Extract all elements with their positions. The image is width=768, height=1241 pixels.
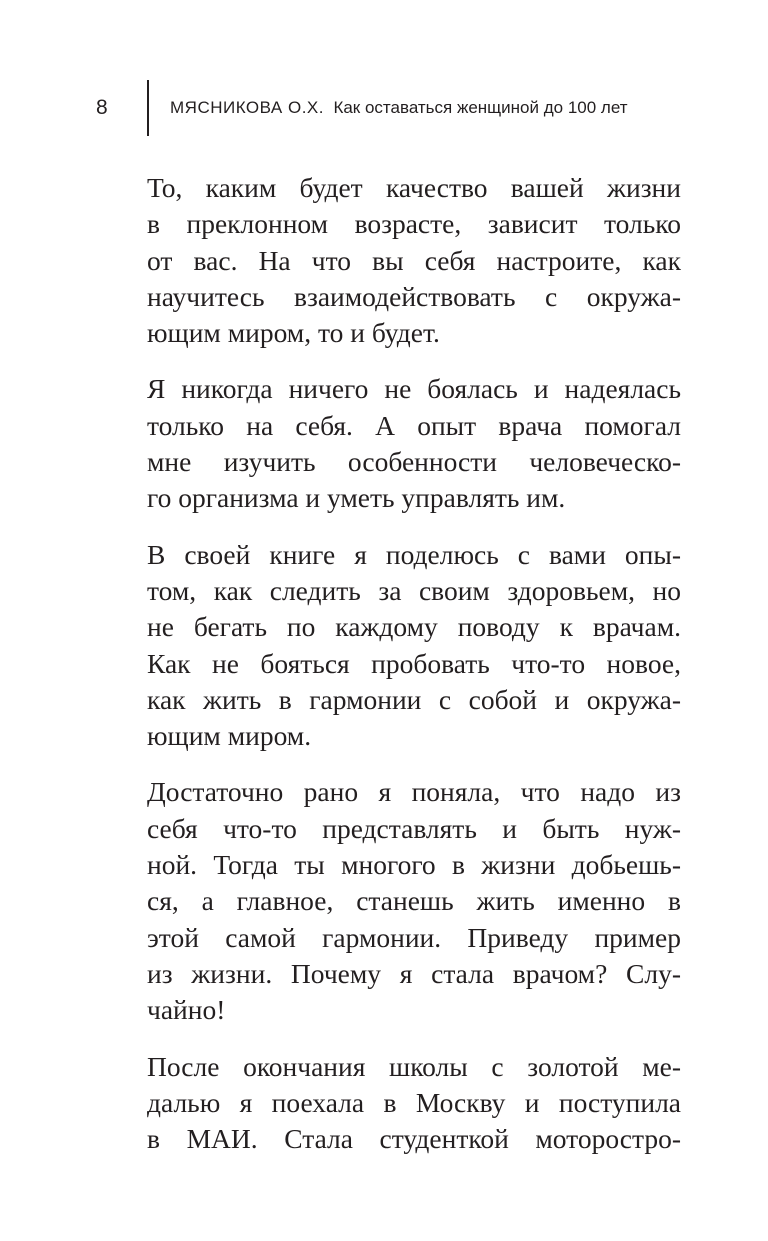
text-line: ющим миром. [147, 720, 312, 752]
text-line: ющим миром, то и будет. [147, 317, 440, 349]
text-line: То, каким будет качество вашей жизни [147, 172, 681, 203]
header-divider [147, 80, 149, 136]
text-line: как жить в гармонии с собой и окружа- [147, 683, 681, 715]
text-line: не бегать по каждому поводу к врачам. [147, 611, 681, 643]
text-line: После окончания школы с золотой ме- [147, 1050, 681, 1082]
text-line: из жизни. Почему я стала врачом? Слу- [147, 957, 681, 989]
body-text [147, 170, 681, 1177]
text-line: мне изучить особенности человеческо- [147, 446, 681, 478]
text-line: в преклонном возрасте, зависит только [147, 208, 681, 240]
paragraph [147, 1049, 681, 1158]
text-line: ся, а главное, станешь жить именно в [147, 885, 681, 917]
text-line: только на себя. А опыт врача помогал [147, 409, 681, 441]
text-line: от вас. На что вы себя настроите, как [147, 244, 681, 276]
text-line: этой самой гармонии. Приведу пример [147, 921, 681, 953]
text-line: научитесь взаимодействовать с окружа- [147, 280, 681, 312]
text-line: В своей книге я поделюсь с вами опы- [147, 538, 681, 570]
paragraph [147, 371, 681, 516]
running-head-author: МЯСНИКОВА О.Х. [170, 98, 324, 117]
text-line: в МАИ. Стала студенткой моторостро- [147, 1123, 681, 1155]
text-line: том, как следить за своим здоровьем, но [147, 574, 681, 606]
page-header [0, 0, 768, 140]
text-line: ной. Тогда ты многого в жизни добьешь- [147, 849, 681, 881]
text-line: себя что-то представлять и быть нуж- [147, 812, 681, 844]
paragraph [147, 170, 681, 351]
page-number: 8 [96, 96, 108, 119]
text-line: Я никогда ничего не боялась и надеялась [147, 373, 681, 405]
text-line: далью я поехала в Москву и поступила [147, 1086, 681, 1118]
running-head [170, 95, 628, 121]
text-line: чайно! [147, 994, 226, 1026]
paragraph [147, 774, 681, 1028]
text-line: го организма и уметь управлять им. [147, 482, 566, 514]
paragraph [147, 537, 681, 755]
running-head-title: Как оставаться женщиной до 100 лет [333, 98, 628, 117]
text-line: Как не бояться пробовать что-то новое, [147, 647, 681, 679]
text-line: Достаточно рано я поняла, что надо из [147, 776, 681, 808]
